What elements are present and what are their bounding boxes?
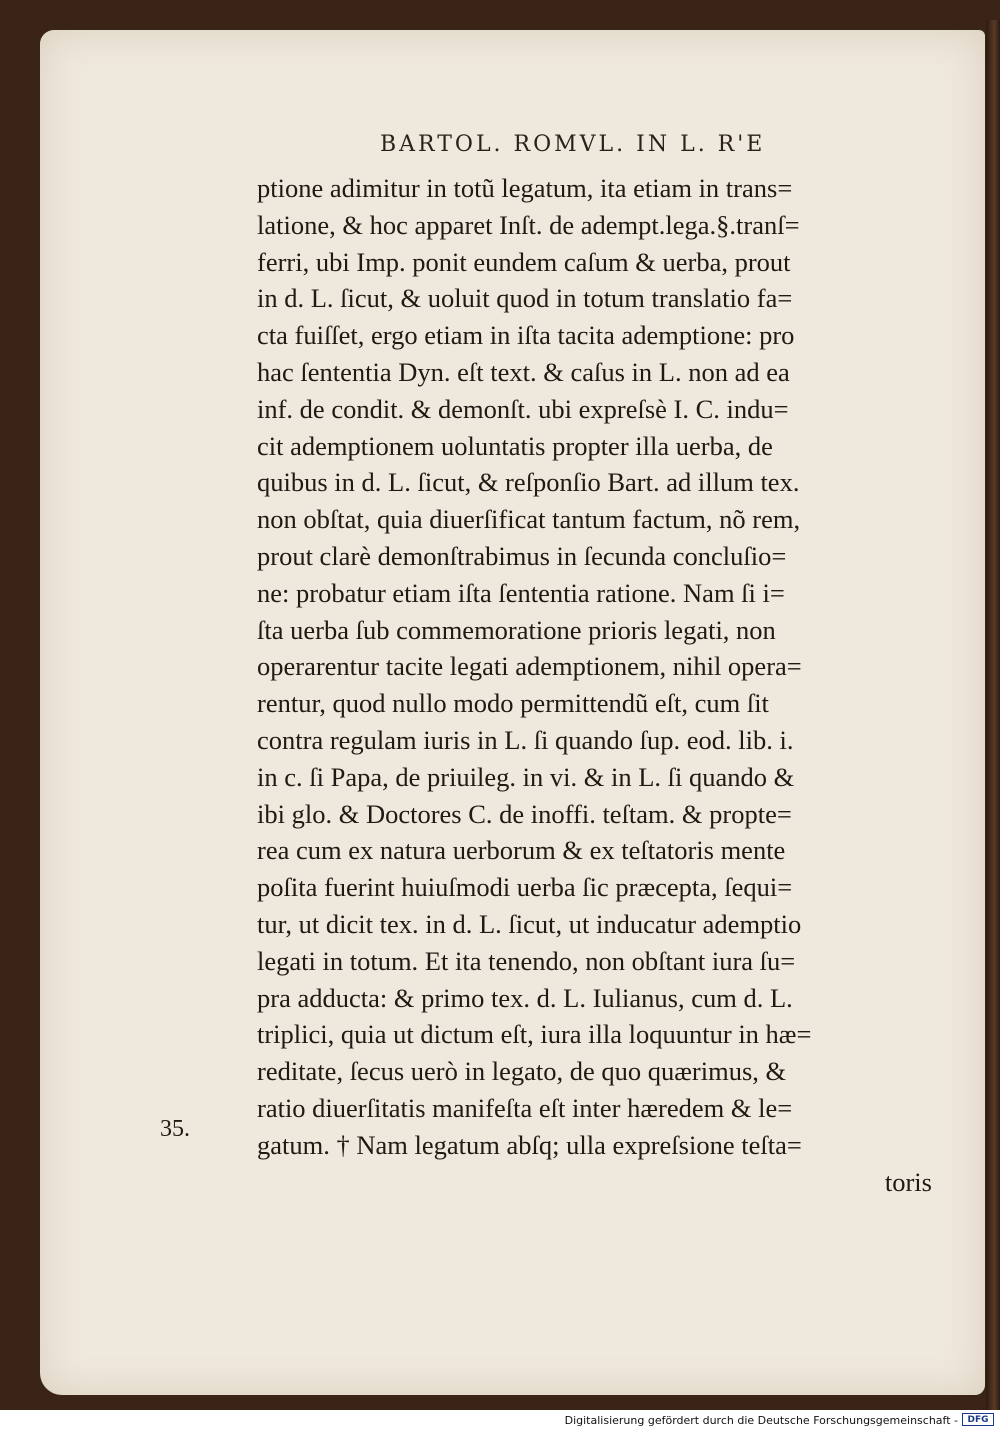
text-line: tur, ut dicit tex. in d. L. ſicut, ut inducatur ademptio	[257, 908, 802, 939]
text-block	[257, 170, 932, 1200]
text-line: ne: probatur etiam iſta ſententia ratione. Nam ſi i=	[257, 577, 785, 608]
text-line: prout clarè demonſtrabimus in ſecunda concluſio=	[257, 540, 787, 571]
text-line: rentur, quod nullo modo permittendũ eſt, cum ſit	[257, 688, 769, 719]
text-line: contra regulam iuris in L. ſi quando ſup. eod. lib. i.	[257, 724, 794, 755]
text-line: ſta uerba ſub commemoratione prioris legati, non	[257, 614, 776, 645]
margin-number: 35.	[160, 1116, 190, 1142]
catchword: toris	[884, 1166, 932, 1197]
text-line: ratio diuerſitatis manifeſta eſt inter hæredem & le=	[257, 1092, 793, 1123]
footer-text: Digitalisierung gefördert durch die Deutsche Forschungsgemeinschaft -	[564, 1414, 958, 1427]
text-line: ptione adimitur in totũ legatum, ita etiam in trans=	[257, 173, 793, 203]
text-line: pra adducta: & primo tex. d. L. Iulianus, cum d. L.	[257, 982, 793, 1013]
text-line: ibi glo. & Doctores C. de inoffi. teſtam. & propte=	[257, 798, 792, 829]
book-edge	[986, 20, 1000, 1410]
text-line: in c. ſi Papa, de priuileg. in vi. & in L. ſi quando &	[257, 761, 795, 792]
text-line: triplici, quia ut dictum eſt, iura illa loquuntur in hæ=	[257, 1019, 812, 1050]
dfg-logo-icon: DFG	[962, 1413, 994, 1426]
text-line: latione, & hoc apparet Inſt. de adempt.lega.§.tranſ=	[257, 209, 800, 240]
text-line: reditate, ſecus uerò in legato, de quo quærimus, &	[257, 1056, 787, 1087]
text-line: quibus in d. L. ſicut, & reſponſio Bart. ad illum tex.	[257, 467, 800, 498]
text-line: cta fuiſſet, ergo etiam in iſta tacita ademptione: pro	[257, 320, 795, 351]
running-head: BARTOL. ROMVL. IN L. R'E	[380, 132, 766, 157]
text-line: ferri, ubi Imp. ponit eundem caſum & uerba, prout	[257, 246, 791, 277]
text-line: hac ſententia Dyn. eſt text. & caſus in L. non ad ea	[257, 356, 790, 387]
footer-bar	[0, 1410, 1000, 1430]
text-line: inf. de condit. & demonſt. ubi expreſsè I. C. indu=	[257, 393, 789, 424]
text-line: poſita fuerint huiuſmodi uerba ſic præcepta, ſequi=	[257, 872, 793, 903]
text-line: operarentur tacite legati ademptionem, nihil opera=	[257, 651, 802, 682]
text-line: in d. L. ſicut, & uoluit quod in totum translatio fa=	[257, 283, 793, 314]
text-line: legati in totum. Et ita tenendo, non obſtant iura ſu=	[257, 945, 796, 976]
text-line: gatum. † Nam legatum abſq; ulla expreſsione teſta=	[257, 1129, 802, 1160]
text-line: rea cum ex natura uerborum & ex teſtatoris mente	[257, 835, 786, 866]
text-line: cit ademptionem uoluntatis propter illa uerba, de	[257, 430, 773, 461]
text-line: non obſtat, quia diuerſificat tantum factum, nõ rem,	[257, 504, 801, 535]
